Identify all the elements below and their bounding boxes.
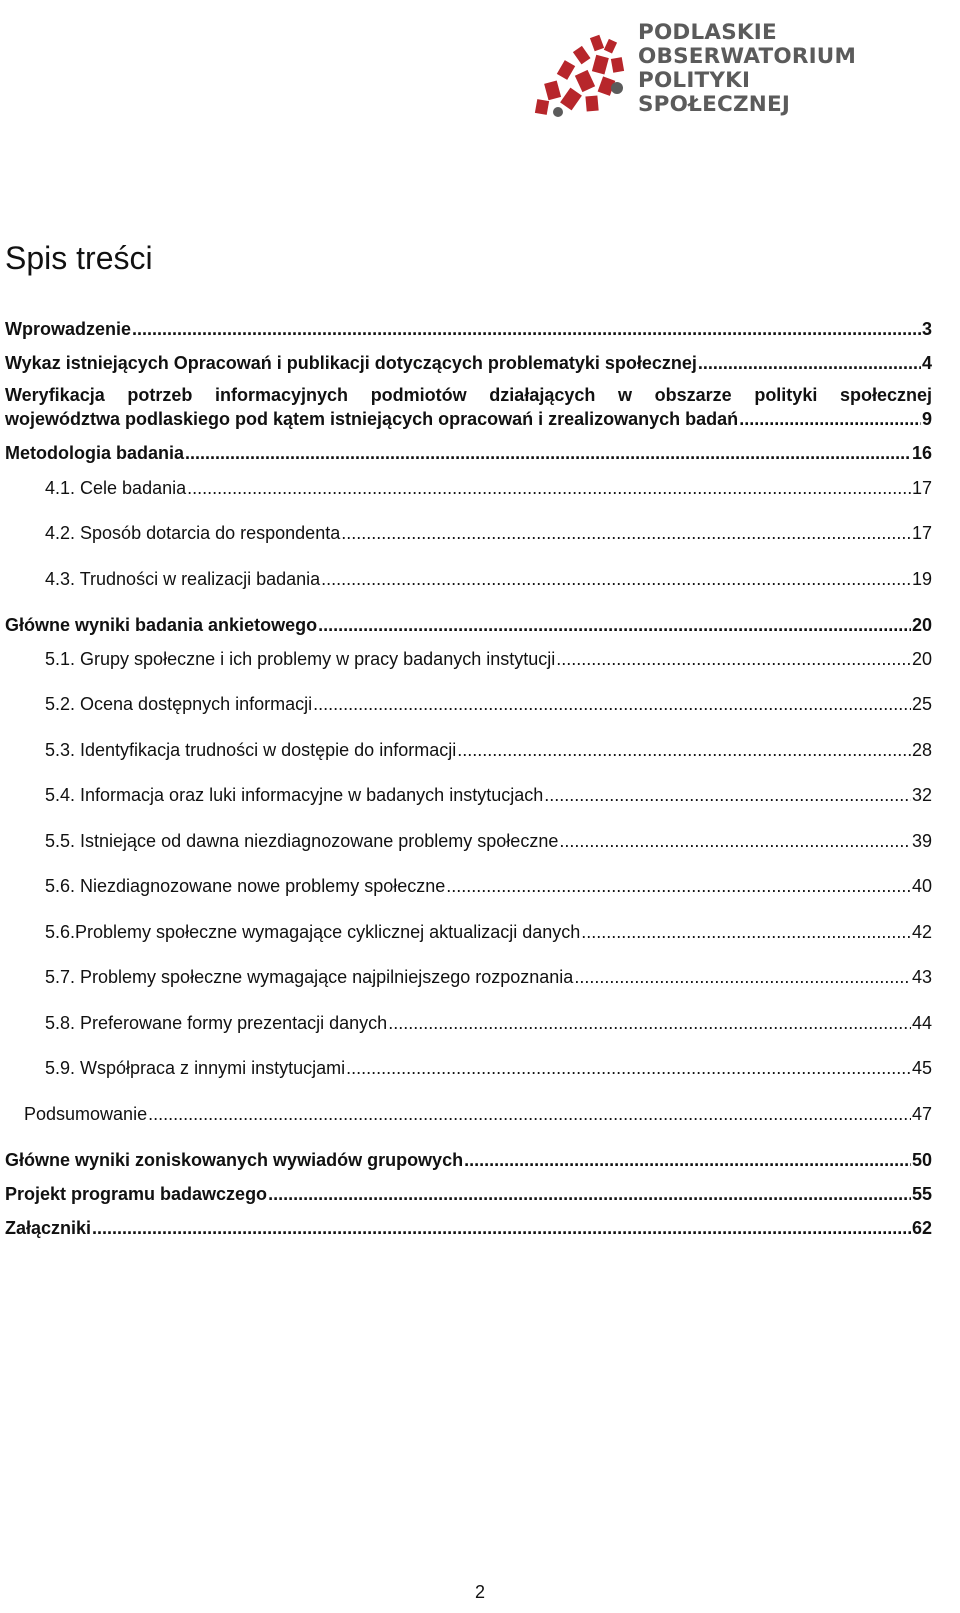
dot-leader (185, 442, 911, 464)
toc-entry-page: 4 (921, 353, 932, 373)
toc-entry-title: 4.3. Trudności w realizacji badania (45, 569, 321, 589)
toc-entry-weryfikacja[interactable] (5, 384, 932, 406)
logo-line-2: OBSERWATORIUM (638, 44, 857, 69)
logo-line-1: PODLASKIE (638, 20, 777, 45)
dot-leader (574, 966, 911, 988)
dot-leader (318, 614, 911, 636)
dot-leader (321, 568, 911, 590)
toc-entry-page: 19 (911, 569, 932, 589)
toc-entry-title: 5.3. Identyfikacja trudności w dostępie do informacji (45, 740, 457, 760)
toc-entry-5-8[interactable] (45, 1012, 932, 1034)
toc-entry-title: 5.5. Istniejące od dawna niezdiagnozowane problemy społeczne (45, 831, 559, 851)
toc-entry-wywiady-grupowe[interactable] (5, 1149, 932, 1171)
toc-entry-4-2[interactable] (45, 522, 932, 544)
toc-entry-5-6-cykliczne[interactable] (45, 921, 932, 943)
toc-entry-title: 5.9. Współpraca z innymi instytucjami (45, 1058, 346, 1078)
dot-leader (544, 784, 911, 806)
dot-leader (132, 318, 921, 340)
dot-leader (581, 921, 911, 943)
toc-entry-title: Metodologia badania (5, 443, 185, 463)
toc-entry-5-2[interactable] (45, 693, 932, 715)
toc-entry-page: 45 (911, 1058, 932, 1078)
logo-line-3: POLITYKI (638, 68, 751, 93)
toc-entry-title: 5.7. Problemy społeczne wymagające najpilniejszego rozpoznania (45, 967, 574, 987)
toc-entry-page: 62 (911, 1218, 932, 1238)
dot-leader (388, 1012, 911, 1034)
toc-entry-wykaz[interactable] (5, 352, 932, 374)
toc-entry-title: Wykaz istniejących Opracowań i publikacji dotyczących problematyki społecznej (5, 353, 697, 373)
dot-leader (446, 875, 911, 897)
dot-leader (313, 693, 911, 715)
toc-entry-page: 17 (911, 523, 932, 543)
toc-entry-page: 44 (911, 1013, 932, 1033)
toc-entry-page: 28 (911, 740, 932, 760)
toc-entry-title-line-1: Weryfikacja potrzeb informacyjnych podmiotów działających w obszarze polityki społecznej (5, 385, 932, 405)
dot-leader (346, 1057, 911, 1079)
logo-text (638, 20, 856, 116)
toc-entry-title: 5.6.Problemy społeczne wymagające cyklicznej aktualizacji danych (45, 922, 581, 942)
toc-entry-page: 47 (911, 1104, 932, 1124)
toc-entry-weryfikacja-cont[interactable] (5, 408, 932, 430)
toc-entry-page: 50 (911, 1150, 932, 1170)
dot-leader (268, 1183, 911, 1205)
toc-entry-5-3[interactable] (45, 739, 932, 761)
dot-leader (556, 648, 911, 670)
toc-entry-page: 42 (911, 922, 932, 942)
dot-leader (559, 830, 911, 852)
toc-entry-title: Główne wyniki zoniskowanych wywiadów grupowych (5, 1150, 464, 1170)
toc-entry-page: 20 (911, 649, 932, 669)
page-title: Spis treści (5, 240, 153, 276)
toc-entry-5-6[interactable] (45, 875, 932, 897)
toc-entry-title: Projekt programu badawczego (5, 1184, 268, 1204)
toc-entry-5-1[interactable] (45, 648, 932, 670)
toc-entry-page: 17 (911, 478, 932, 498)
toc-entry-page: 55 (911, 1184, 932, 1204)
toc-entry-title: 5.8. Preferowane formy prezentacji danych (45, 1013, 388, 1033)
toc-entry-page: 20 (911, 615, 932, 635)
dot-leader (457, 739, 911, 761)
toc-entry-title: 4.1. Cele badania (45, 478, 187, 498)
logo (534, 18, 934, 118)
toc-entry-page: 3 (921, 319, 932, 339)
toc-entry-title: 4.2. Sposób dotarcia do respondenta (45, 523, 341, 543)
dot-leader (698, 352, 921, 374)
toc-entry-title: Podsumowanie (24, 1104, 148, 1124)
toc-entry-title: Wprowadzenie (5, 319, 132, 339)
dot-leader (187, 477, 911, 499)
toc-entry-page: 9 (921, 409, 932, 429)
toc-entry-zalaczniki[interactable] (5, 1217, 932, 1239)
toc-entry-5-4[interactable] (45, 784, 932, 806)
toc-entry-glowne-wyniki-ankiety[interactable] (5, 614, 932, 636)
toc-entry-5-7[interactable] (45, 966, 932, 988)
toc-entry-page: 32 (911, 785, 932, 805)
dot-leader (464, 1149, 911, 1171)
toc-entry-4-1[interactable] (45, 477, 932, 499)
toc-entry-wprowadzenie[interactable] (5, 318, 932, 340)
toc-entry-title-line-2: województwa podlaskiego pod kątem istniejących opracowań i zrealizowanych badań (5, 409, 739, 429)
toc-entry-projekt-programu[interactable] (5, 1183, 932, 1205)
toc-entry-metodologia[interactable] (5, 442, 932, 464)
page-number: 2 (474, 1582, 485, 1602)
dot-leader (92, 1217, 911, 1239)
toc-entry-title: 5.2. Ocena dostępnych informacji (45, 694, 313, 714)
toc-entry-title: 5.6. Niezdiagnozowane nowe problemy społeczne (45, 876, 446, 896)
dot-leader (148, 1103, 911, 1125)
toc-entry-4-3[interactable] (45, 568, 932, 590)
toc-entry-page: 16 (911, 443, 932, 463)
people-logo-icon (534, 26, 634, 118)
toc-entry-podsumowanie[interactable] (24, 1103, 932, 1125)
dot-leader (341, 522, 911, 544)
toc-entry-title: Załączniki (5, 1218, 92, 1238)
toc-entry-title: 5.1. Grupy społeczne i ich problemy w pracy badanych instytucji (45, 649, 556, 669)
toc-entry-page: 43 (911, 967, 932, 987)
dot-leader (739, 408, 921, 430)
toc-entry-5-5[interactable] (45, 830, 932, 852)
logo-line-4: SPOŁECZNEJ (638, 92, 791, 117)
toc-entry-title: 5.4. Informacja oraz luki informacyjne w badanych instytucjach (45, 785, 544, 805)
toc-entry-page: 25 (911, 694, 932, 714)
toc-entry-page: 39 (911, 831, 932, 851)
toc-entry-title: Główne wyniki badania ankietowego (5, 615, 318, 635)
toc-entry-page: 40 (911, 876, 932, 896)
toc-entry-5-9[interactable] (45, 1057, 932, 1079)
